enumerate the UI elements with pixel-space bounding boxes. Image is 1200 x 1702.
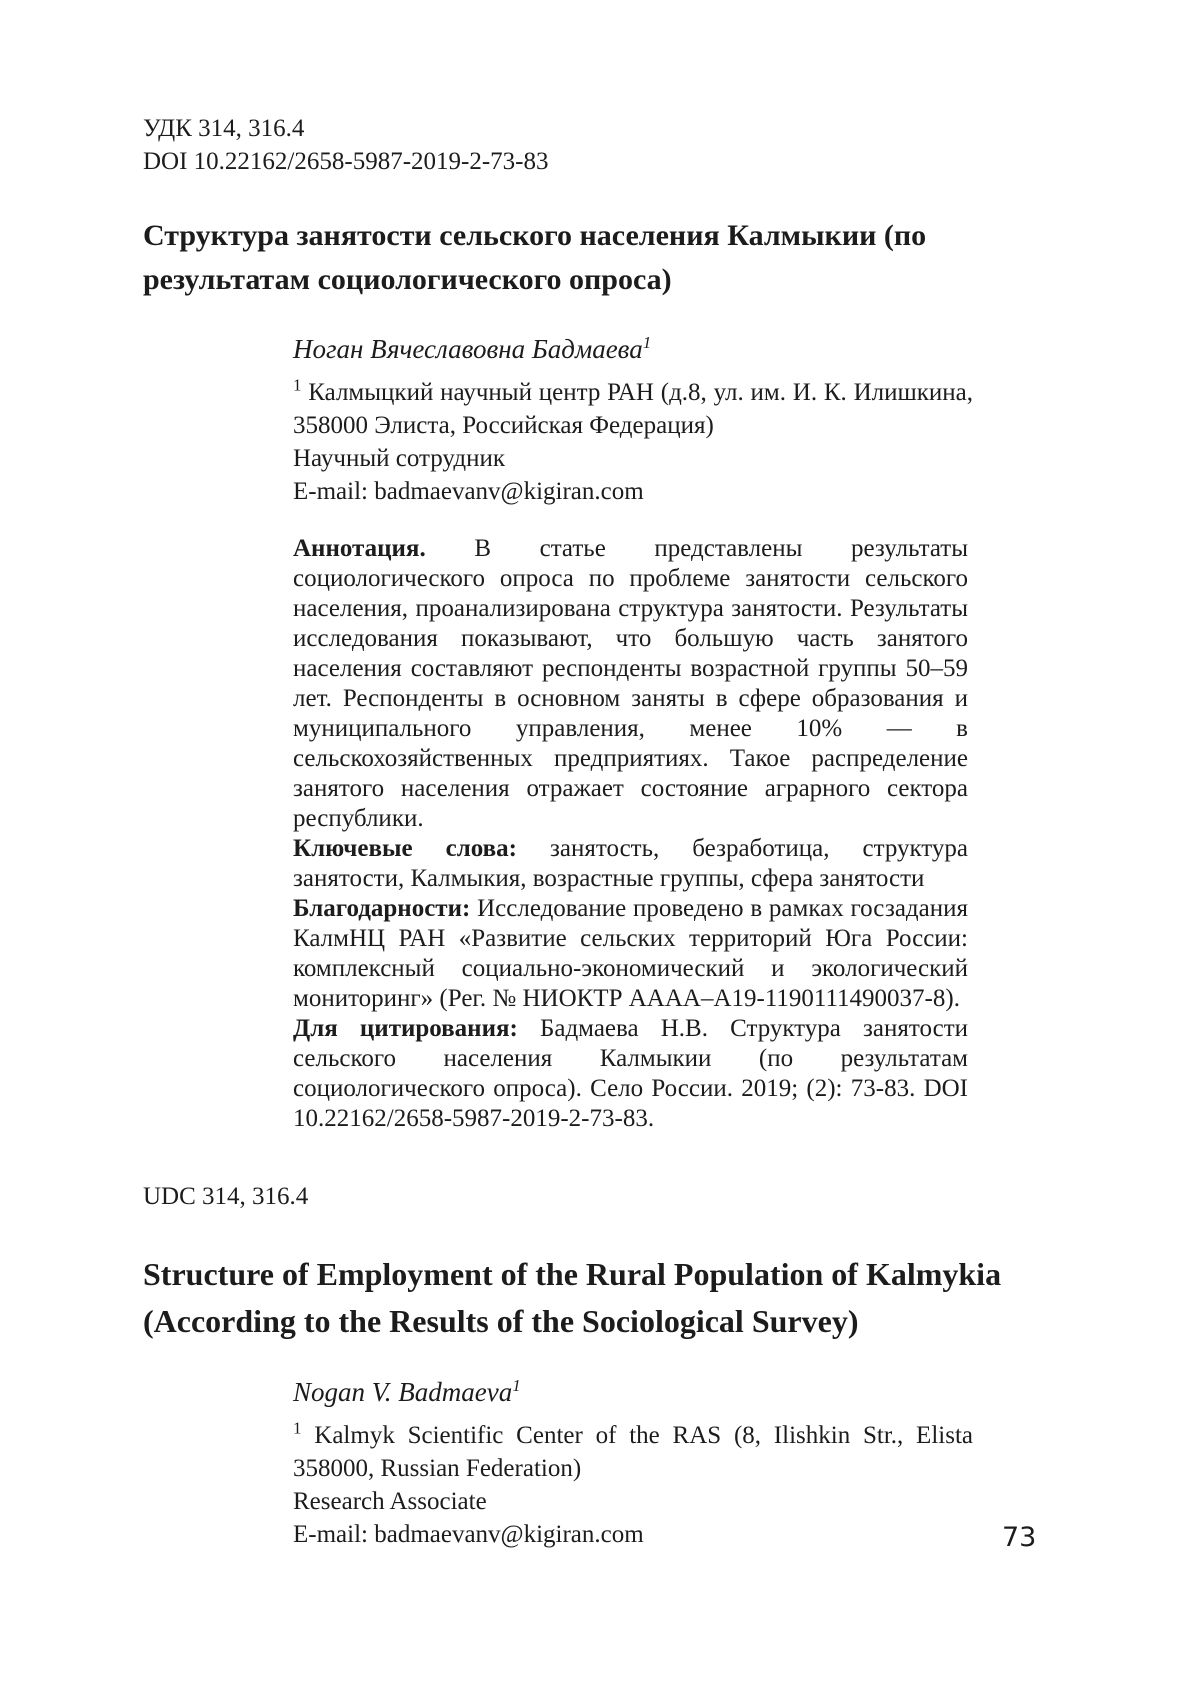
- title-russian: Структура занятости сельского населения Калмыкии (по результатам социологического опроса): [143, 219, 927, 296]
- abstract-text: В статье представлены результаты социологического опроса по проблеме занятости сельского населения, проанализирована структура занятости. Результаты исследования показывают, что большую часть занятого населения составляют респонденты возрастной группы 50–59 лет. Респонденты в основном заняты в сфере образования и муниципального управления, менее 10% — в сельскохозяйственных предприятиях. Такое распределение занятого населения отражает состояние аграрного сектора республики.: [293, 535, 968, 832]
- author-russian: [293, 332, 1065, 366]
- udc-code-english: UDC 314, 316.4: [143, 1183, 309, 1210]
- abstract-block: [293, 534, 968, 1134]
- keywords-label: Ключевые слова:: [293, 835, 517, 862]
- email-russian: E-mail: badmaevanv@kigiran.com: [293, 478, 644, 505]
- affiliation-russian: [293, 376, 973, 442]
- affiliation-russian-superscript: 1: [293, 375, 302, 395]
- acknowledgments-text: Исследование проведено в рамках госзадания КалмНЦ РАН «Развитие сельских территорий Юга России: комплексный социально-экономический и экологический мониторинг» (Рег. № НИОКТР АААА–А19-1190111490037-8).: [293, 895, 969, 1012]
- doi-code: DOI 10.22162/2658-5987-2019-2-73-83: [143, 148, 549, 175]
- keywords-paragraph: [293, 834, 968, 894]
- citation-text: Бадмаева Н.В. Структура занятости сельского населения Калмыкии (по результатам социологического опроса). Село России. 2019; (2): 73-83. DOI 10.22162/2658-5987-2019-2-73-83.: [293, 1015, 968, 1132]
- abstract-paragraph: [293, 534, 968, 834]
- author-english-superscript: 1: [512, 1376, 521, 1395]
- page-number: 73: [1002, 1522, 1037, 1553]
- acknowledgments-label: Благодарности:: [293, 895, 471, 922]
- acknowledgments-paragraph: [293, 894, 968, 1014]
- author-english: [293, 1375, 1065, 1409]
- affiliation-russian-text: Калмыцкий научный центр РАН (д.8, ул. им. И. К. Илишкина, 358000 Элиста, Российская Федерация): [293, 379, 973, 439]
- citation-label: Для цитирования:: [293, 1015, 518, 1042]
- author-english-name: Nogan V. Badmaeva: [293, 1377, 513, 1407]
- position-russian: Научный сотрудник: [293, 445, 505, 472]
- keywords-text: занятость, безработица, структура занятости, Калмыкия, возрастные группы, сфера занятости: [293, 835, 968, 892]
- title-english: Structure of Employment of the Rural Population of Kalmykia (According to the Results of the Sociological Survey): [143, 1256, 1002, 1339]
- email-english: E-mail: badmaevanv@kigiran.com: [293, 1521, 644, 1548]
- citation-paragraph: [293, 1014, 968, 1134]
- abstract-label: Аннотация.: [293, 535, 426, 562]
- affiliation-english-superscript: 1: [293, 1418, 302, 1438]
- author-russian-superscript: 1: [642, 333, 652, 352]
- udk-code: УДК 314, 316.4: [143, 115, 305, 142]
- affiliation-english: [293, 1419, 973, 1485]
- position-english: Research Associate: [293, 1488, 487, 1515]
- affiliation-english-text: Kalmyk Scientific Center of the RAS (8, Ilishkin Str., Elista 358000, Russian Federation): [293, 1422, 973, 1482]
- author-russian-name: Ноган Вячеславовна Бадмаева: [293, 334, 643, 364]
